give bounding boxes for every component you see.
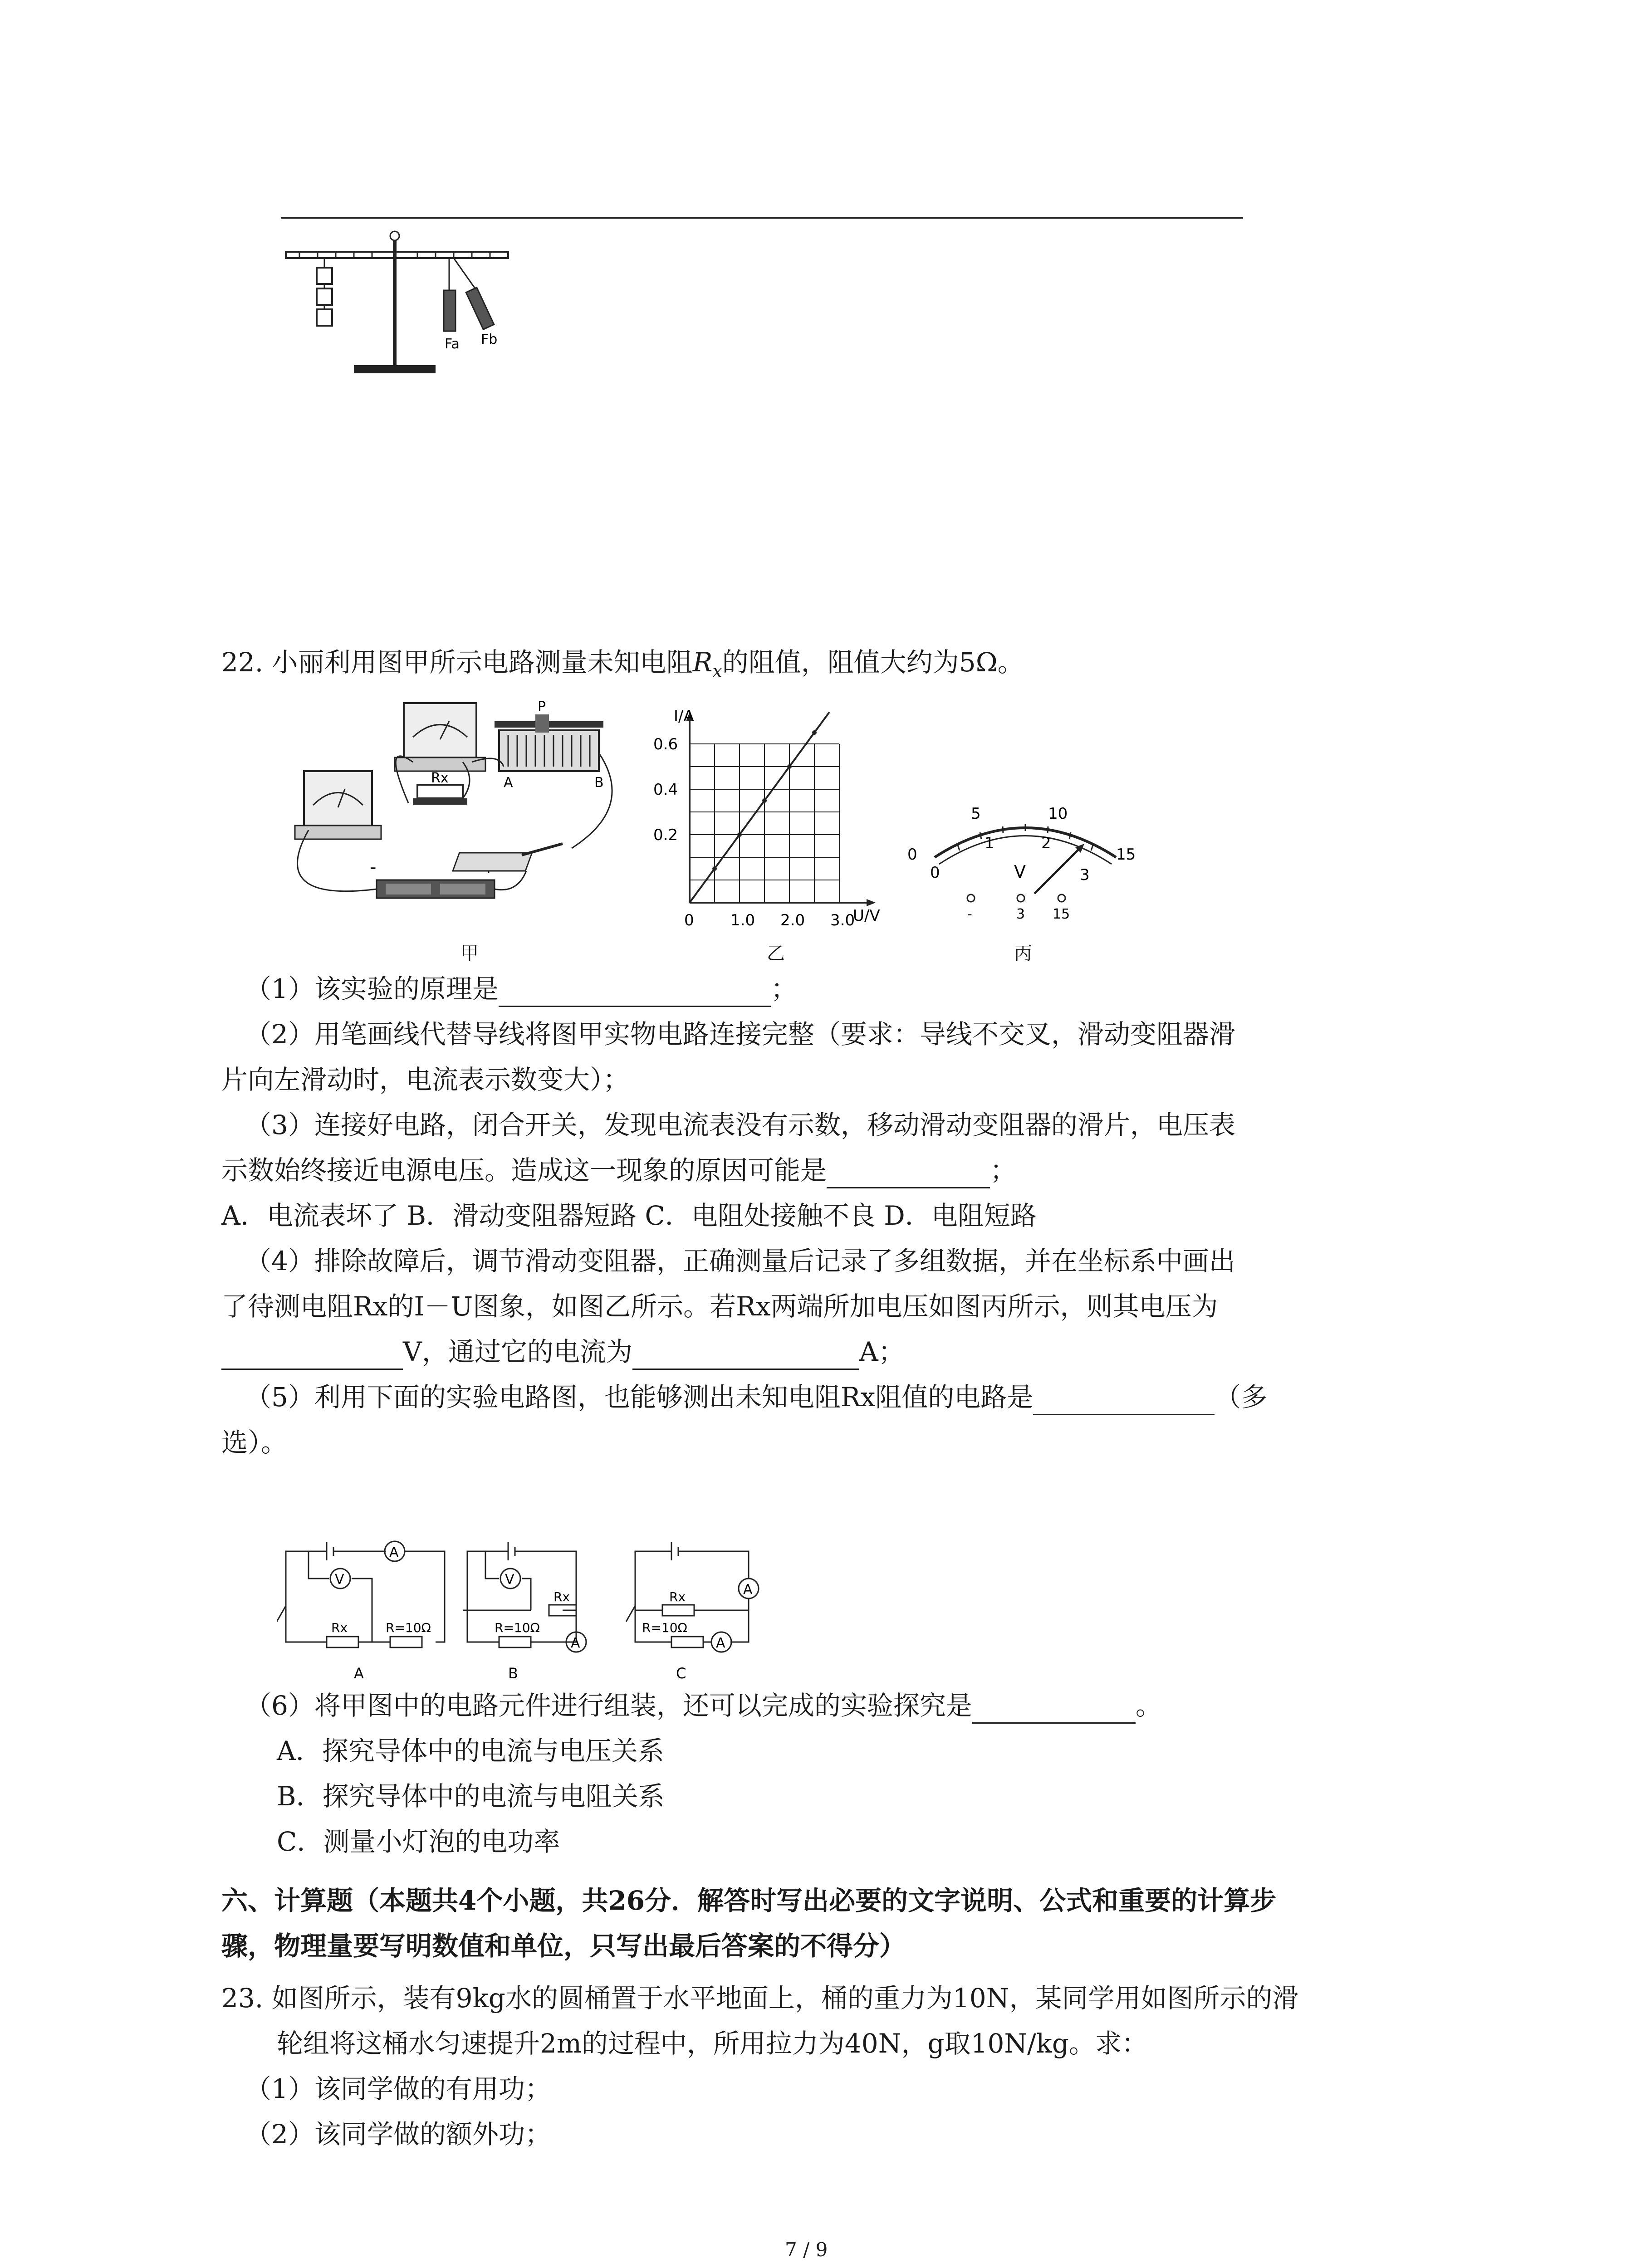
iu-point-3 [787, 764, 792, 769]
q22-part6: （6）将甲图中的电路元件进行组装，还可以完成的实验探究是 。 [245, 1687, 1162, 1724]
q22-part3-line1: （3）连接好电路，闭合开关，发现电流表没有示数，移动滑动变阻器的滑片，电压表 [245, 1110, 1235, 1140]
caption-bing: 丙 [1014, 943, 1032, 964]
page-number: 7 / 9 [785, 2239, 828, 2261]
figure-yi-graph [635, 708, 907, 934]
circuit-b-r: R=10Ω [495, 1620, 540, 1635]
q23-line1: 23. 如图所示，装有9kg水的圆桶置于水平地面上，桶的重力为10N，某同学用如图所示的滑 [221, 1983, 1299, 2014]
answer-blank-4b[interactable] [632, 1340, 859, 1370]
x-tick-2: 2.0 [780, 911, 805, 929]
terminal-a-label: A [504, 775, 513, 791]
answer-blank-1[interactable] [499, 978, 771, 1007]
circuit-b-rx: Rx [554, 1589, 570, 1604]
q22-part2-line1: （2）用笔画线代替导线将图甲实物电路连接完整（要求：导线不交叉，滑动变阻器滑 [245, 1019, 1235, 1050]
dial-top-5: 5 [971, 805, 981, 823]
dial-bottom-3: 3 [1080, 866, 1090, 884]
slider-p-label: P [538, 699, 546, 715]
circuit-c-rx: Rx [669, 1589, 686, 1604]
q22-part3-options: A．电流表坏了 B．滑动变阻器短路 C．电阻处接触不良 D．电阻短路 [221, 1200, 1037, 1231]
figure-jia-circuit [281, 694, 653, 912]
figure-bing-voltmeter [903, 780, 1157, 925]
terminal-3: 3 [1016, 906, 1025, 922]
circuit-a-label: A [354, 1665, 364, 1682]
iu-point-4 [812, 730, 817, 735]
y-tick-0-6: 0.6 [653, 735, 678, 753]
fb-label: Fb [481, 332, 498, 347]
caption-jia: 甲 [460, 943, 479, 964]
answer-blank-6[interactable] [972, 1694, 1136, 1724]
terminal-b-label: B [594, 775, 604, 791]
dial-bottom-0: 0 [930, 864, 940, 882]
q22-part6-option-c: C．测量小灯泡的电功率 [277, 1826, 560, 1857]
x-axis-label: U/V [853, 907, 880, 925]
circuit-a-r: R=10Ω [386, 1620, 431, 1635]
circuit-diagrams [277, 1529, 803, 1692]
q22-part4-line1: （4）排除故障后，调节滑动变阻器，正确测量后记录了多组数据，并在坐标系中画出 [245, 1246, 1235, 1276]
q23-line2: 轮组将这桶水匀速提升2m的过程中，所用拉力为40N，g取10N/kg。求： [277, 2028, 1148, 2059]
iu-point-0 [712, 866, 717, 871]
fa-label: Fa [445, 336, 460, 352]
circuit-c-label: C [676, 1665, 686, 1682]
rx-label: Rx [431, 770, 449, 786]
q22-part6-option-b: B．探究导体中的电流与电阻关系 [277, 1781, 665, 1812]
dial-top-10: 10 [1048, 805, 1068, 823]
circuit-c-ammeter-2: A [716, 1635, 725, 1651]
q22-part5-line1: （5）利用下面的实验电路图，也能够测出未知电阻Rx阻值的电路是 （多 [245, 1379, 1267, 1415]
circuit-c-r: R=10Ω [642, 1620, 687, 1635]
q23-part1: （1）该同学做的有用功； [245, 2073, 551, 2104]
q22-part4-line2: 了待测电阻Rx的I－U图象，如图乙所示。若Rx两端所加电压如图丙所示，则其电压为 [221, 1291, 1218, 1322]
battery-minus-label: - [370, 857, 377, 878]
answer-blank-3[interactable] [827, 1159, 990, 1188]
x-tick-1: 1.0 [730, 911, 755, 929]
x-tick-0: 0 [684, 911, 694, 929]
q22-part2-line2: 片向左滑动时，电流表示数变大）； [221, 1064, 630, 1095]
iu-point-2 [762, 798, 767, 803]
section6-title-line2: 骤，物理量要写明数值和单位，只写出最后答案的不得分） [221, 1931, 906, 1961]
section6-title-line1: 六、计算题（本题共4个小题，共26分．解答时写出必要的文字说明、公式和重要的计算步 [221, 1885, 1277, 1916]
circuit-c-ammeter-1: A [743, 1582, 753, 1598]
terminal-15: 15 [1053, 906, 1070, 922]
y-tick-0-2: 0.2 [653, 826, 678, 844]
terminal-minus: - [967, 906, 972, 922]
circuit-a-ammeter: A [389, 1545, 399, 1560]
q22-part6-option-a: A．探究导体中的电流与电压关系 [277, 1735, 664, 1766]
circuit-b-label: B [508, 1665, 518, 1682]
iu-point-1 [737, 832, 742, 837]
circuit-b-voltmeter: V [505, 1572, 514, 1588]
circuit-a-rx: Rx [331, 1620, 348, 1635]
q22-part4-line3: V，通过它的电流为 A； [221, 1334, 905, 1370]
circuit-a-voltmeter: V [335, 1572, 344, 1588]
q22-stem: 22. 小丽利用图甲所示电路测量未知电阻$R_x$的阻值，阻值大约为5Ω。 [221, 647, 1024, 681]
y-axis-label: I/A [674, 708, 694, 725]
dial-unit: V [1014, 862, 1026, 882]
q22-part5-line2: 选）。 [221, 1427, 288, 1458]
q22-part3-line2: 示数始终接近电源电压。造成这一现象的原因可能是 ； [221, 1152, 1016, 1188]
circuit-b-ammeter: A [571, 1635, 580, 1651]
x-tick-3: 3.0 [830, 911, 855, 929]
lever-figure [281, 227, 517, 381]
q23-part2: （2）该同学做的额外功； [245, 2119, 551, 2150]
dial-bottom-2: 2 [1041, 834, 1051, 852]
dial-top-0: 0 [907, 846, 917, 864]
answer-blank-4a[interactable] [221, 1340, 403, 1370]
y-tick-0-4: 0.4 [653, 781, 678, 799]
q22-part1: （1）该实验的原理是 ； [245, 971, 797, 1007]
top-rule [281, 217, 1243, 219]
dial-bottom-1: 1 [985, 834, 994, 852]
caption-yi: 乙 [767, 943, 785, 964]
answer-blank-5[interactable] [1033, 1386, 1215, 1415]
dial-top-15: 15 [1116, 846, 1136, 864]
